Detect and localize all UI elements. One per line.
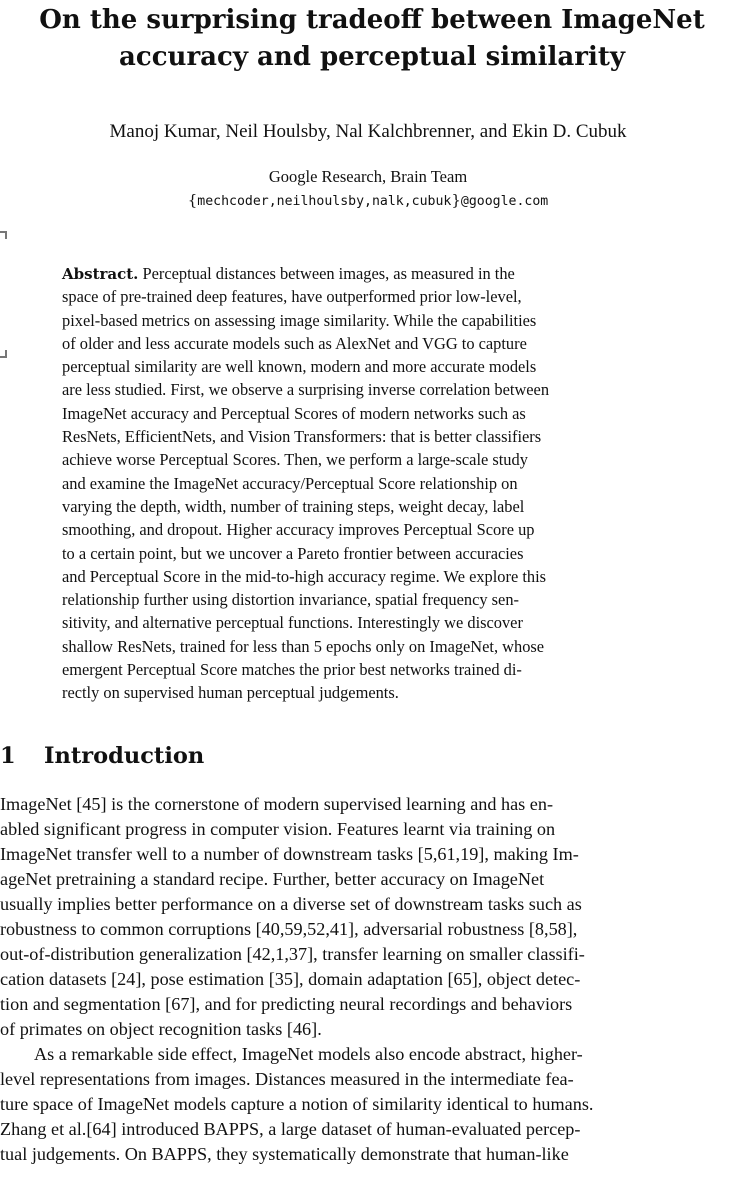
- body-line: robustness to common corruptions [40,59,52,41], adversarial robustness [8,58],: [0, 919, 578, 939]
- body-line: cation datasets [24], pose estimation [35], domain adaptation [65], object detec-: [0, 969, 581, 989]
- abstract-block: [62, 262, 674, 705]
- abstract-line: smoothing, and dropout. Higher accuracy improves Perceptual Score up: [62, 520, 535, 540]
- abstract-line: varying the depth, width, number of training steps, weight decay, label: [62, 496, 525, 516]
- abstract-line: perceptual similarity are well known, modern and more accurate models: [62, 357, 537, 377]
- title-line-2: accuracy and perceptual similarity: [119, 42, 625, 72]
- abstract-line: and examine the ImageNet accuracy/Perceptual Score relationship on: [62, 473, 518, 493]
- body-line: of primates on object recognition tasks [46].: [0, 1019, 322, 1039]
- margin-crop-mark-top: [0, 231, 7, 239]
- abstract-line: relationship further using distortion invariance, spatial frequency sen-: [62, 590, 519, 610]
- author-list: Manoj Kumar, Neil Houlsby, Nal Kalchbrenner, and Ekin D. Cubuk: [109, 121, 627, 142]
- abstract-line: space of pre-trained deep features, have outperformed prior low-level,: [62, 287, 522, 307]
- body-line: Zhang et al.[64] introduced BAPPS, a large dataset of human-evaluated percep-: [0, 1119, 581, 1139]
- section-title: Introduction: [44, 743, 205, 769]
- body-line: level representations from images. Distances measured in the intermediate fea-: [0, 1069, 574, 1089]
- abstract-line: of older and less accurate models such as AlexNet and VGG to capture: [62, 333, 527, 353]
- abstract-line: emergent Perceptual Score matches the prior best networks trained di-: [62, 660, 522, 680]
- abstract-line: pixel-based metrics on assessing image similarity. While the capabilities: [62, 310, 537, 330]
- paper-title: [0, 2, 744, 76]
- abstract-line: rectly on supervised human perceptual judgements.: [62, 683, 399, 703]
- abstract-line: [62, 262, 674, 285]
- abstract-line: achieve worse Perceptual Scores. Then, we perform a large-scale study: [62, 450, 528, 470]
- affiliation: Google Research, Brain Team: [268, 167, 468, 186]
- abstract-line: and Perceptual Score in the mid-to-high accuracy regime. We explore this: [62, 566, 547, 586]
- abstract-line: ResNets, EfficientNets, and Vision Transformers: that is better classifiers: [62, 427, 542, 447]
- body-line: out-of-distribution generalization [42,1,37], transfer learning on smaller classifi-: [0, 944, 585, 964]
- section-heading-introduction: [0, 740, 204, 772]
- email-open-brace: {: [187, 191, 198, 209]
- introduction-body: [0, 792, 734, 1167]
- body-line: ture space of ImageNet models capture a notion of similarity identical to humans.: [0, 1094, 594, 1114]
- body-line: abled significant progress in computer vision. Features learnt via training on: [0, 819, 556, 839]
- abstract-first-line-text: Perceptual distances between images, as measured in the: [142, 264, 515, 283]
- section-number: 1: [0, 743, 16, 769]
- title-line-1: On the surprising tradeoff between ImageNet: [39, 5, 705, 35]
- body-line: tual judgements. On BAPPS, they systematically demonstrate that human-like: [0, 1144, 569, 1164]
- email-handles: mechcoder,neilhoulsby,nalk,cubuk: [197, 194, 452, 209]
- abstract-line: shallow ResNets, trained for less than 5 epochs only on ImageNet, whose: [62, 636, 545, 656]
- body-line: usually implies better performance on a diverse set of downstream tasks such as: [0, 894, 582, 914]
- margin-crop-mark-bottom: [0, 350, 7, 358]
- abstract-line: are less studied. First, we observe a surprising inverse correlation between: [62, 380, 550, 400]
- email-close-brace: }: [451, 191, 461, 209]
- body-line: ImageNet [45] is the cornerstone of modern supervised learning and has en-: [0, 794, 554, 814]
- body-line: tion and segmentation [67], and for predicting neural recordings and behaviors: [0, 994, 573, 1014]
- abstract-line: ImageNet accuracy and Perceptual Scores of modern networks such as: [62, 403, 526, 423]
- abstract-line: sitivity, and alternative perceptual functions. Interestingly we discover: [62, 613, 523, 633]
- author-emails: [0, 189, 736, 213]
- email-domain: @google.com: [460, 194, 549, 209]
- body-line: As a remarkable side effect, ImageNet models also encode abstract, higher-: [34, 1044, 583, 1064]
- abstract-label: Abstract.: [62, 265, 139, 283]
- body-line: ageNet pretraining a standard recipe. Further, better accuracy on ImageNet: [0, 869, 545, 889]
- abstract-line: to a certain point, but we uncover a Pareto frontier between accuracies: [62, 543, 524, 563]
- body-line: ImageNet transfer well to a number of downstream tasks [5,61,19], making Im-: [0, 844, 579, 864]
